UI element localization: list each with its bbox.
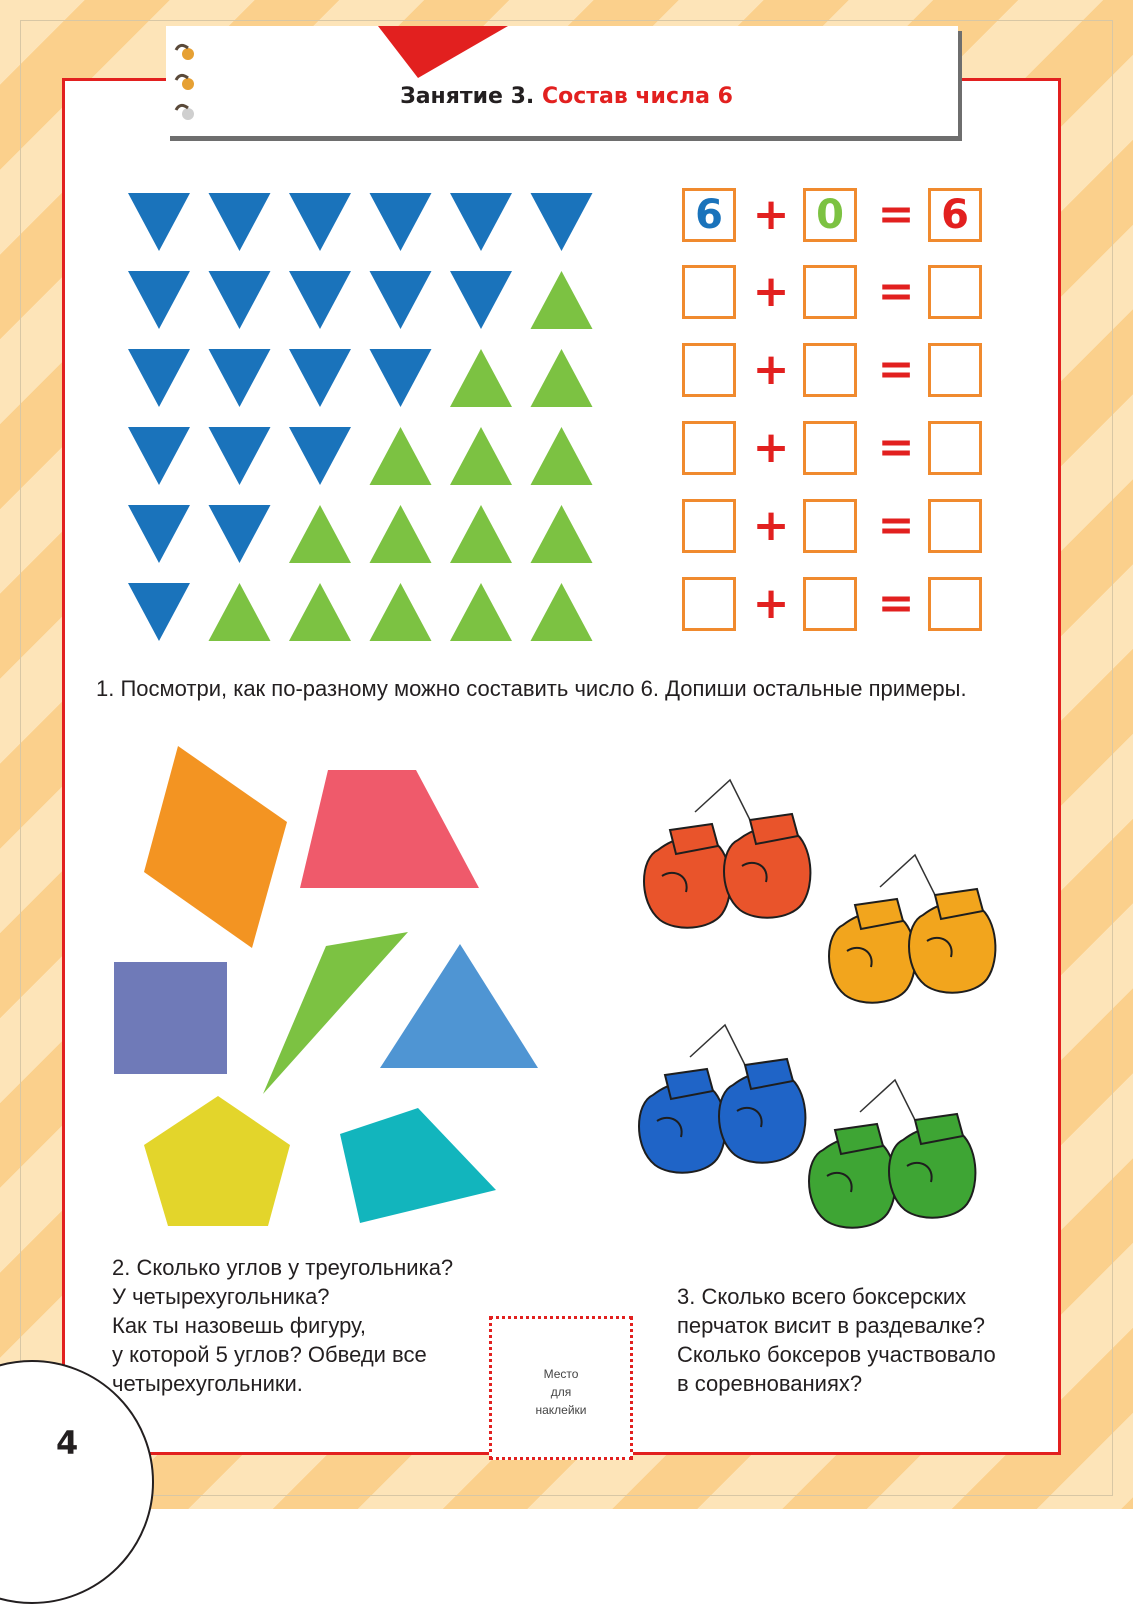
- boxing-gloves-group: [630, 760, 1010, 1260]
- addend-1-box[interactable]: [682, 421, 736, 475]
- sum-box[interactable]: 6: [928, 188, 982, 242]
- header-card: [166, 26, 958, 136]
- addend-1-box[interactable]: [682, 499, 736, 553]
- equals-sign: =: [877, 344, 915, 395]
- task-1-text: 1. Посмотри, как по-разному можно составить число 6. Допиши остальные примеры.: [96, 676, 967, 701]
- plus-sign: +: [752, 344, 790, 395]
- sum-box[interactable]: [928, 421, 982, 475]
- equals-sign: =: [877, 422, 915, 473]
- task-3-line: Сколько боксеров участвовало: [677, 1342, 996, 1367]
- yellow-gloves[interactable]: [829, 855, 995, 1003]
- lesson-topic: Состав числа 6: [541, 84, 733, 109]
- plus-sign: +: [752, 422, 790, 473]
- blue-triangle-down: [289, 271, 351, 329]
- addend-1-box[interactable]: [682, 343, 736, 397]
- task-2-line: Как ты назовешь фигуру,: [112, 1313, 366, 1338]
- equation-row: [682, 343, 992, 401]
- addend-2-box[interactable]: [803, 499, 857, 553]
- blue-triangle-down: [209, 349, 271, 407]
- task-2-line: у которой 5 углов? Обведи все: [112, 1342, 427, 1367]
- plus-sign: +: [752, 500, 790, 551]
- blue-triangle-down: [128, 271, 190, 329]
- thin-triangle-shape[interactable]: [263, 932, 408, 1094]
- equals-sign: =: [877, 578, 915, 629]
- sticker-placeholder[interactable]: [489, 1316, 633, 1460]
- equation-row: [682, 577, 992, 635]
- sum-box[interactable]: [928, 343, 982, 397]
- green-triangle-up: [370, 583, 432, 641]
- green-triangle-up: [370, 427, 432, 485]
- task-3-line: перчаток висит в раздевалке?: [677, 1313, 985, 1338]
- addend-1-box[interactable]: 6: [682, 188, 736, 242]
- sticker-label-line: для: [550, 1385, 572, 1399]
- task-3-line: в соревнованиях?: [677, 1371, 863, 1396]
- sticker-label-line: Место: [543, 1367, 579, 1381]
- plus-sign: +: [752, 266, 790, 317]
- plus-sign: +: [752, 578, 790, 629]
- shapes-group: [100, 740, 560, 1240]
- green-triangle-up: [531, 271, 593, 329]
- green-triangle-up: [531, 505, 593, 563]
- triangle-grid: [120, 185, 600, 645]
- blue-triangle-down: [450, 271, 512, 329]
- addend-2-box[interactable]: [803, 343, 857, 397]
- blue-triangle-down: [209, 505, 271, 563]
- quadrilateral-shape[interactable]: [340, 1108, 496, 1223]
- sticker-label: [492, 1365, 630, 1419]
- red-ribbon: [378, 26, 518, 82]
- addend-1-box[interactable]: [682, 577, 736, 631]
- equals-sign: =: [877, 500, 915, 551]
- lesson-label: Занятие 3.: [400, 84, 535, 109]
- page-number: 4: [56, 1424, 79, 1462]
- blue-triangle-down: [209, 271, 271, 329]
- blue-triangle-down: [370, 193, 432, 251]
- sum-box[interactable]: [928, 499, 982, 553]
- blue-triangle-down: [209, 193, 271, 251]
- task-2-line: четырехугольники.: [112, 1371, 303, 1396]
- green-triangle-up: [450, 505, 512, 563]
- addend-2-box[interactable]: 0: [803, 188, 857, 242]
- task-3-text: [677, 1282, 996, 1398]
- blue-triangle-down: [128, 583, 190, 641]
- equals-sign: =: [877, 266, 915, 317]
- red-gloves[interactable]: [644, 780, 810, 928]
- addend-2-box[interactable]: [803, 577, 857, 631]
- blue-triangle-down: [450, 193, 512, 251]
- blue-gloves[interactable]: [639, 1025, 805, 1173]
- equation-row: [682, 421, 992, 479]
- green-triangle-up: [531, 427, 593, 485]
- sum-box[interactable]: [928, 265, 982, 319]
- rhombus-shape[interactable]: [144, 746, 287, 948]
- blue-triangle-down: [531, 193, 593, 251]
- blue-triangle-down: [370, 271, 432, 329]
- triangle-shape[interactable]: [380, 944, 538, 1068]
- blue-triangle-down: [289, 349, 351, 407]
- equation-row: [682, 499, 992, 557]
- blue-triangle-down: [370, 349, 432, 407]
- addend-1-box[interactable]: [682, 265, 736, 319]
- green-gloves[interactable]: [809, 1080, 975, 1228]
- green-triangle-up: [531, 349, 593, 407]
- green-triangle-up: [289, 505, 351, 563]
- addend-2-box[interactable]: [803, 421, 857, 475]
- pentagon-shape[interactable]: [144, 1096, 290, 1226]
- green-triangle-up: [289, 583, 351, 641]
- addend-2-box[interactable]: [803, 265, 857, 319]
- blue-triangle-down: [128, 193, 190, 251]
- lesson-title: [0, 84, 1133, 109]
- blue-triangle-down: [209, 427, 271, 485]
- blue-triangle-down: [289, 193, 351, 251]
- green-triangle-up: [450, 427, 512, 485]
- task-2-text: [112, 1253, 453, 1398]
- sum-box[interactable]: [928, 577, 982, 631]
- plus-sign: +: [752, 189, 790, 240]
- sticker-label-line: наклейки: [535, 1403, 587, 1417]
- task-2-line: 2. Сколько углов у треугольника?: [112, 1255, 454, 1280]
- green-triangle-up: [450, 583, 512, 641]
- green-triangle-up: [450, 349, 512, 407]
- blue-triangle-down: [128, 349, 190, 407]
- square-shape[interactable]: [114, 962, 227, 1074]
- green-triangle-up: [209, 583, 271, 641]
- equation-row: [682, 188, 992, 246]
- green-triangle-up: [370, 505, 432, 563]
- equals-sign: =: [877, 189, 915, 240]
- task-3-line: 3. Сколько всего боксерских: [677, 1284, 967, 1309]
- blue-triangle-down: [289, 427, 351, 485]
- blue-triangle-down: [128, 427, 190, 485]
- task-2-line: У четырехугольника?: [112, 1284, 330, 1309]
- green-triangle-up: [531, 583, 593, 641]
- equation-row: [682, 265, 992, 323]
- blue-triangle-down: [128, 505, 190, 563]
- trapezoid-shape[interactable]: [300, 770, 479, 888]
